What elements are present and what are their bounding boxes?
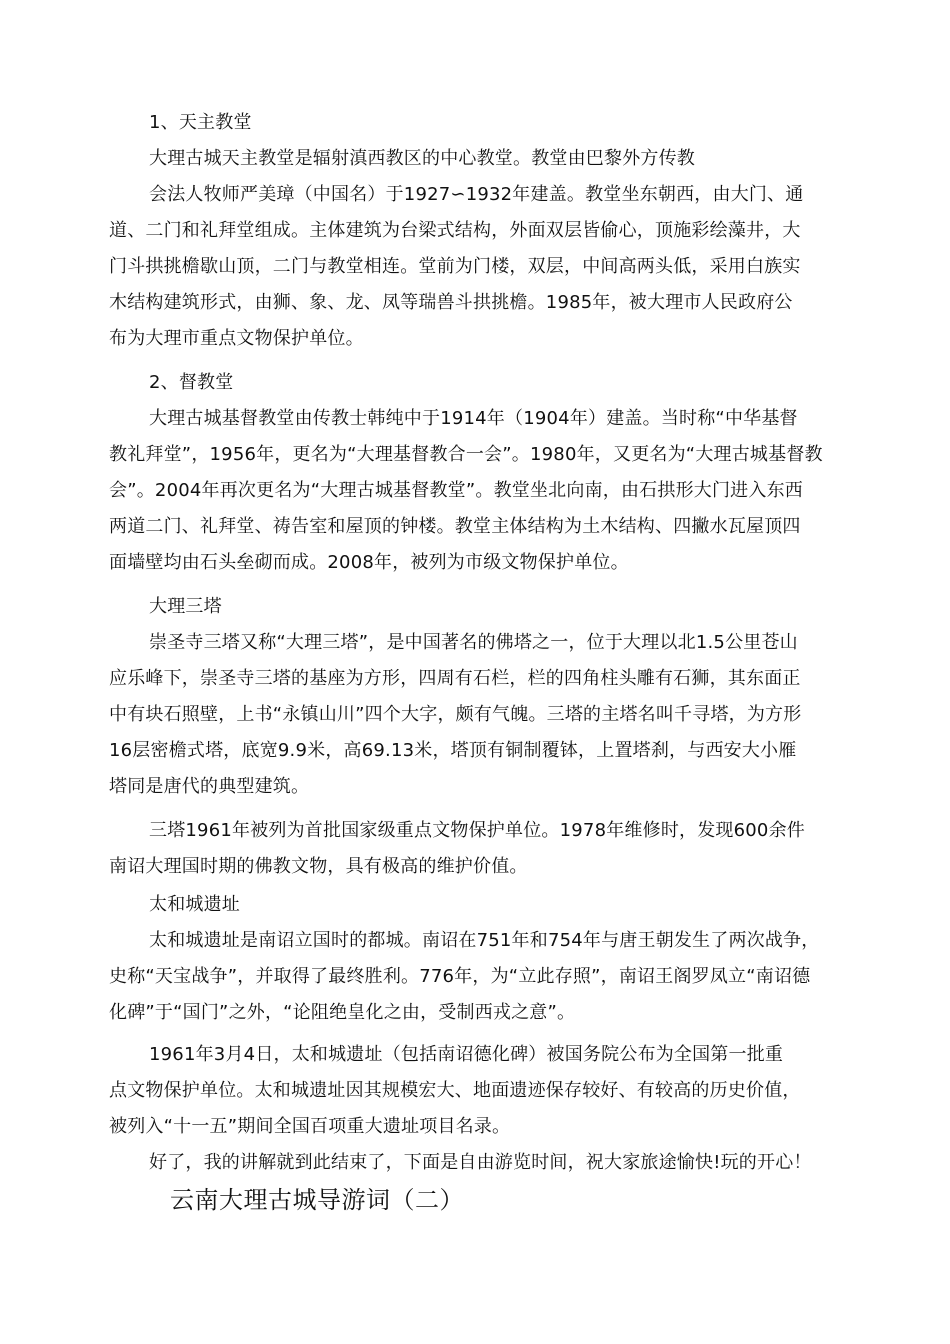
paragraph-line: 被列入“十一五”期间全国百项重大遗址项目名录。 [109, 1116, 511, 1137]
section-title: 云南大理古城导游词（二） [170, 1186, 464, 1214]
paragraph-line: 木结构建筑形式，由狮、象、龙、凤等瑞兽斗拱挑檐。1985年，被大理市人民政府公 [109, 292, 793, 313]
paragraph-line: 教礼拜堂”，1956年，更名为“大理基督教合一会”。1980年，又更名为“大理古城基督教 [109, 444, 823, 465]
paragraph-line: 塔同是唐代的典型建筑。 [109, 776, 310, 797]
paragraph-line: 会”。2004年再次更名为“大理古城基督教堂”。教堂坐北向南，由石拱形大门进入东西 [109, 480, 803, 501]
paragraph-line: 南诏大理国时期的佛教文物，具有极高的维护价值。 [109, 856, 528, 877]
heading-taihe-ruins: 太和城遗址 [149, 894, 240, 915]
paragraph-line: 16层密檐式塔，底宽9.9米，高69.13米，塔顶有铜制覆钵，上置塔刹，与西安大小雁 [109, 740, 797, 761]
heading-christian-church: 2、督教堂 [149, 372, 234, 393]
paragraph-line: 化碑”于“国门”之外，“论阻绝皇化之由，受制西戎之意”。 [109, 1002, 576, 1023]
paragraph-line: 大理古城基督教堂由传教士韩纯中于1914年（1904年）建盖。当时称“中华基督 [149, 408, 798, 429]
paragraph-line: 中有块石照壁，上书“永镇山川”四个大字，颇有气魄。三塔的主塔名叫千寻塔，为方形 [109, 704, 802, 725]
paragraph-line: 三塔1961年被列为首批国家级重点文物保护单位。1978年维修时，发现600余件 [149, 820, 805, 841]
paragraph-line: 面墙壁均由石头垒砌而成。2008年，被列为市级文物保护单位。 [109, 552, 629, 573]
paragraph-line: 大理古城天主教堂是辐射滇西教区的中心教堂。教堂由巴黎外方传教 [149, 148, 695, 169]
paragraph-line: 道、二门和礼拜堂组成。主体建筑为台梁式结构，外面双层皆偷心，顶施彩绘藻井，大 [109, 220, 801, 241]
paragraph-line: 点文物保护单位。太和城遗址因其规模宏大、地面遗迹保存较好、有较高的历史价值， [109, 1080, 801, 1101]
paragraph-line: 史称“天宝战争”，并取得了最终胜利。776年，为“立此存照”，南诏王阁罗凤立“南诏德 [109, 966, 811, 987]
paragraph-line: 布为大理市重点文物保护单位。 [109, 328, 364, 349]
heading-catholic-church: 1、天主教堂 [149, 112, 252, 133]
paragraph-line: 门斗拱挑檐歇山顶，二门与教堂相连。堂前为门楼，双层，中间高两头低，采用白族实 [109, 256, 801, 277]
paragraph-line: 两道二门、礼拜堂、祷告室和屋顶的钟楼。教堂主体结构为土木结构、四撇水瓦屋顶四 [109, 516, 801, 537]
paragraph-line: 应乐峰下，崇圣寺三塔的基座为方形，四周有石栏，栏的四角柱头雕有石狮，其东面正 [109, 668, 801, 689]
paragraph-line: 会法人牧师严美璋（中国名）于1927∽1932年建盖。教堂坐东朝西，由大门、通 [149, 184, 804, 205]
paragraph-line: 崇圣寺三塔又称“大理三塔”，是中国著名的佛塔之一，位于大理以北1.5公里苍山 [149, 632, 798, 653]
paragraph-line: 1961年3月4日，太和城遗址（包括南诏德化碑）被国务院公布为全国第一批重 [149, 1044, 784, 1065]
paragraph-line: 太和城遗址是南诏立国时的都城。南诏在751年和754年与唐王朝发生了两次战争， [149, 930, 820, 951]
heading-three-pagodas: 大理三塔 [149, 596, 222, 617]
closing-line: 好了，我的讲解就到此结束了，下面是自由游览时间，祝大家旅途愉快!玩的开心！ [149, 1152, 812, 1173]
